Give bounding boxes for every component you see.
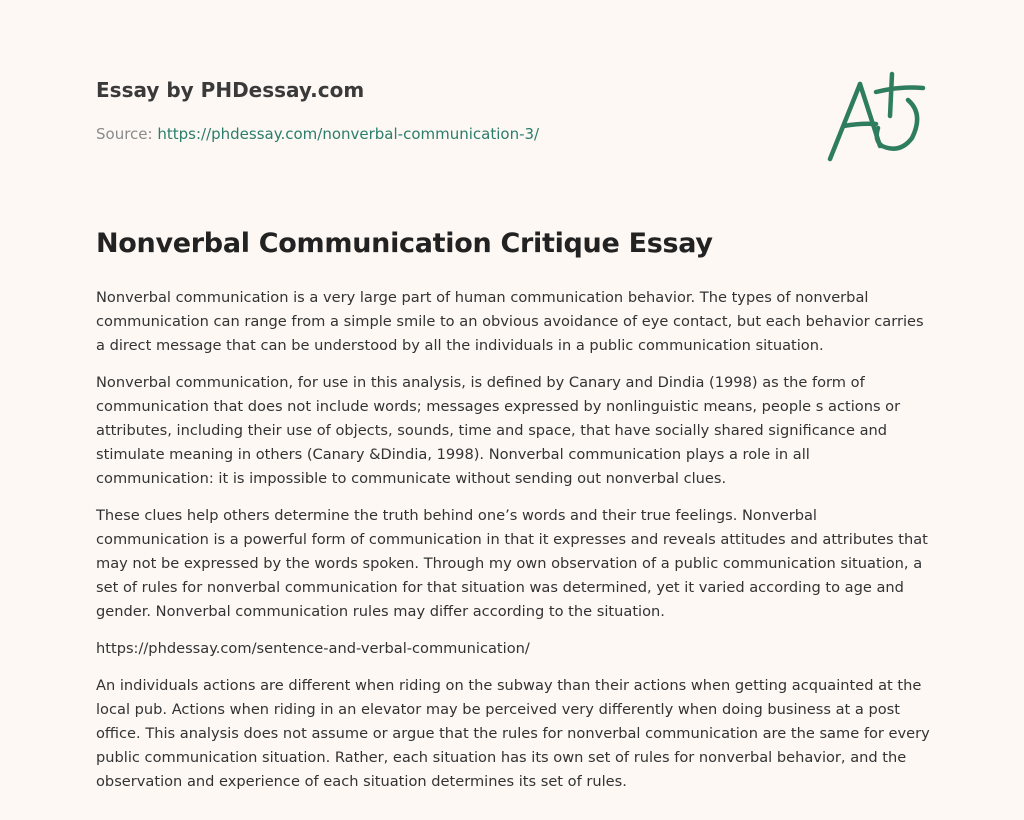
a-plus-grade-logo-icon <box>820 66 930 166</box>
essay-paragraph: Nonverbal communication, for use in this analysis, is defined by Canary and Dindia (1998) as the form of communication that does not include words; messages expressed by nonlinguistic means, people s actions or attributes, including their use of objects, sounds, time and space, that have socially shared significance and stimulate meaning in others (Canary &Dindia, 1998). Nonverbal communication plays a role in all communication: it is impossible to communicate without sending out nonverbal clues. <box>96 374 901 487</box>
source-label: Source: <box>96 125 153 143</box>
essay-body <box>96 222 930 807</box>
source-line <box>96 124 796 144</box>
essay-title: Nonverbal Communication Critique Essay <box>96 228 713 259</box>
site-brand: Essay by PHDessay.com <box>96 78 365 102</box>
essay-paragraph: Nonverbal communication is a very large part of human communication behavior. The types of nonverbal communication can range from a simple smile to an obvious avoidance of eye contact, but each behavior carries a direct message that can be understood by all the individuals in a public communication situation. <box>96 289 924 354</box>
source-link[interactable]: https://phdessay.com/nonverbal-communication-3/ <box>157 125 540 143</box>
essay-paragraph: These clues help others determine the truth behind one’s words and their true feelings. Nonverbal communication is a powerful form of communication in that it expresses and reveals attitudes and attributes that may not be expressed by the words spoken. Through my own observation of a public communication situation, a set of rules for nonverbal communication for that situation was determined, yet it varied according to age and gender. Nonverbal communication rules may differ according to the situation. <box>96 507 928 620</box>
essay-link-paragraph: https://phdessay.com/sentence-and-verbal-communication/ <box>96 640 530 657</box>
essay-paragraph: An individuals actions are different when riding on the subway than their actions when getting acquainted at the local pub. Actions when riding in an elevator may be perceived very differently when doing business at a post office. This analysis does not assume or argue that the rules for nonverbal communication are the same for every public communication situation. Rather, each situation has its own set of rules for nonverbal behavior, and the observation and experience of each situation determines its set of rules. <box>96 677 930 790</box>
page-header <box>96 76 796 144</box>
